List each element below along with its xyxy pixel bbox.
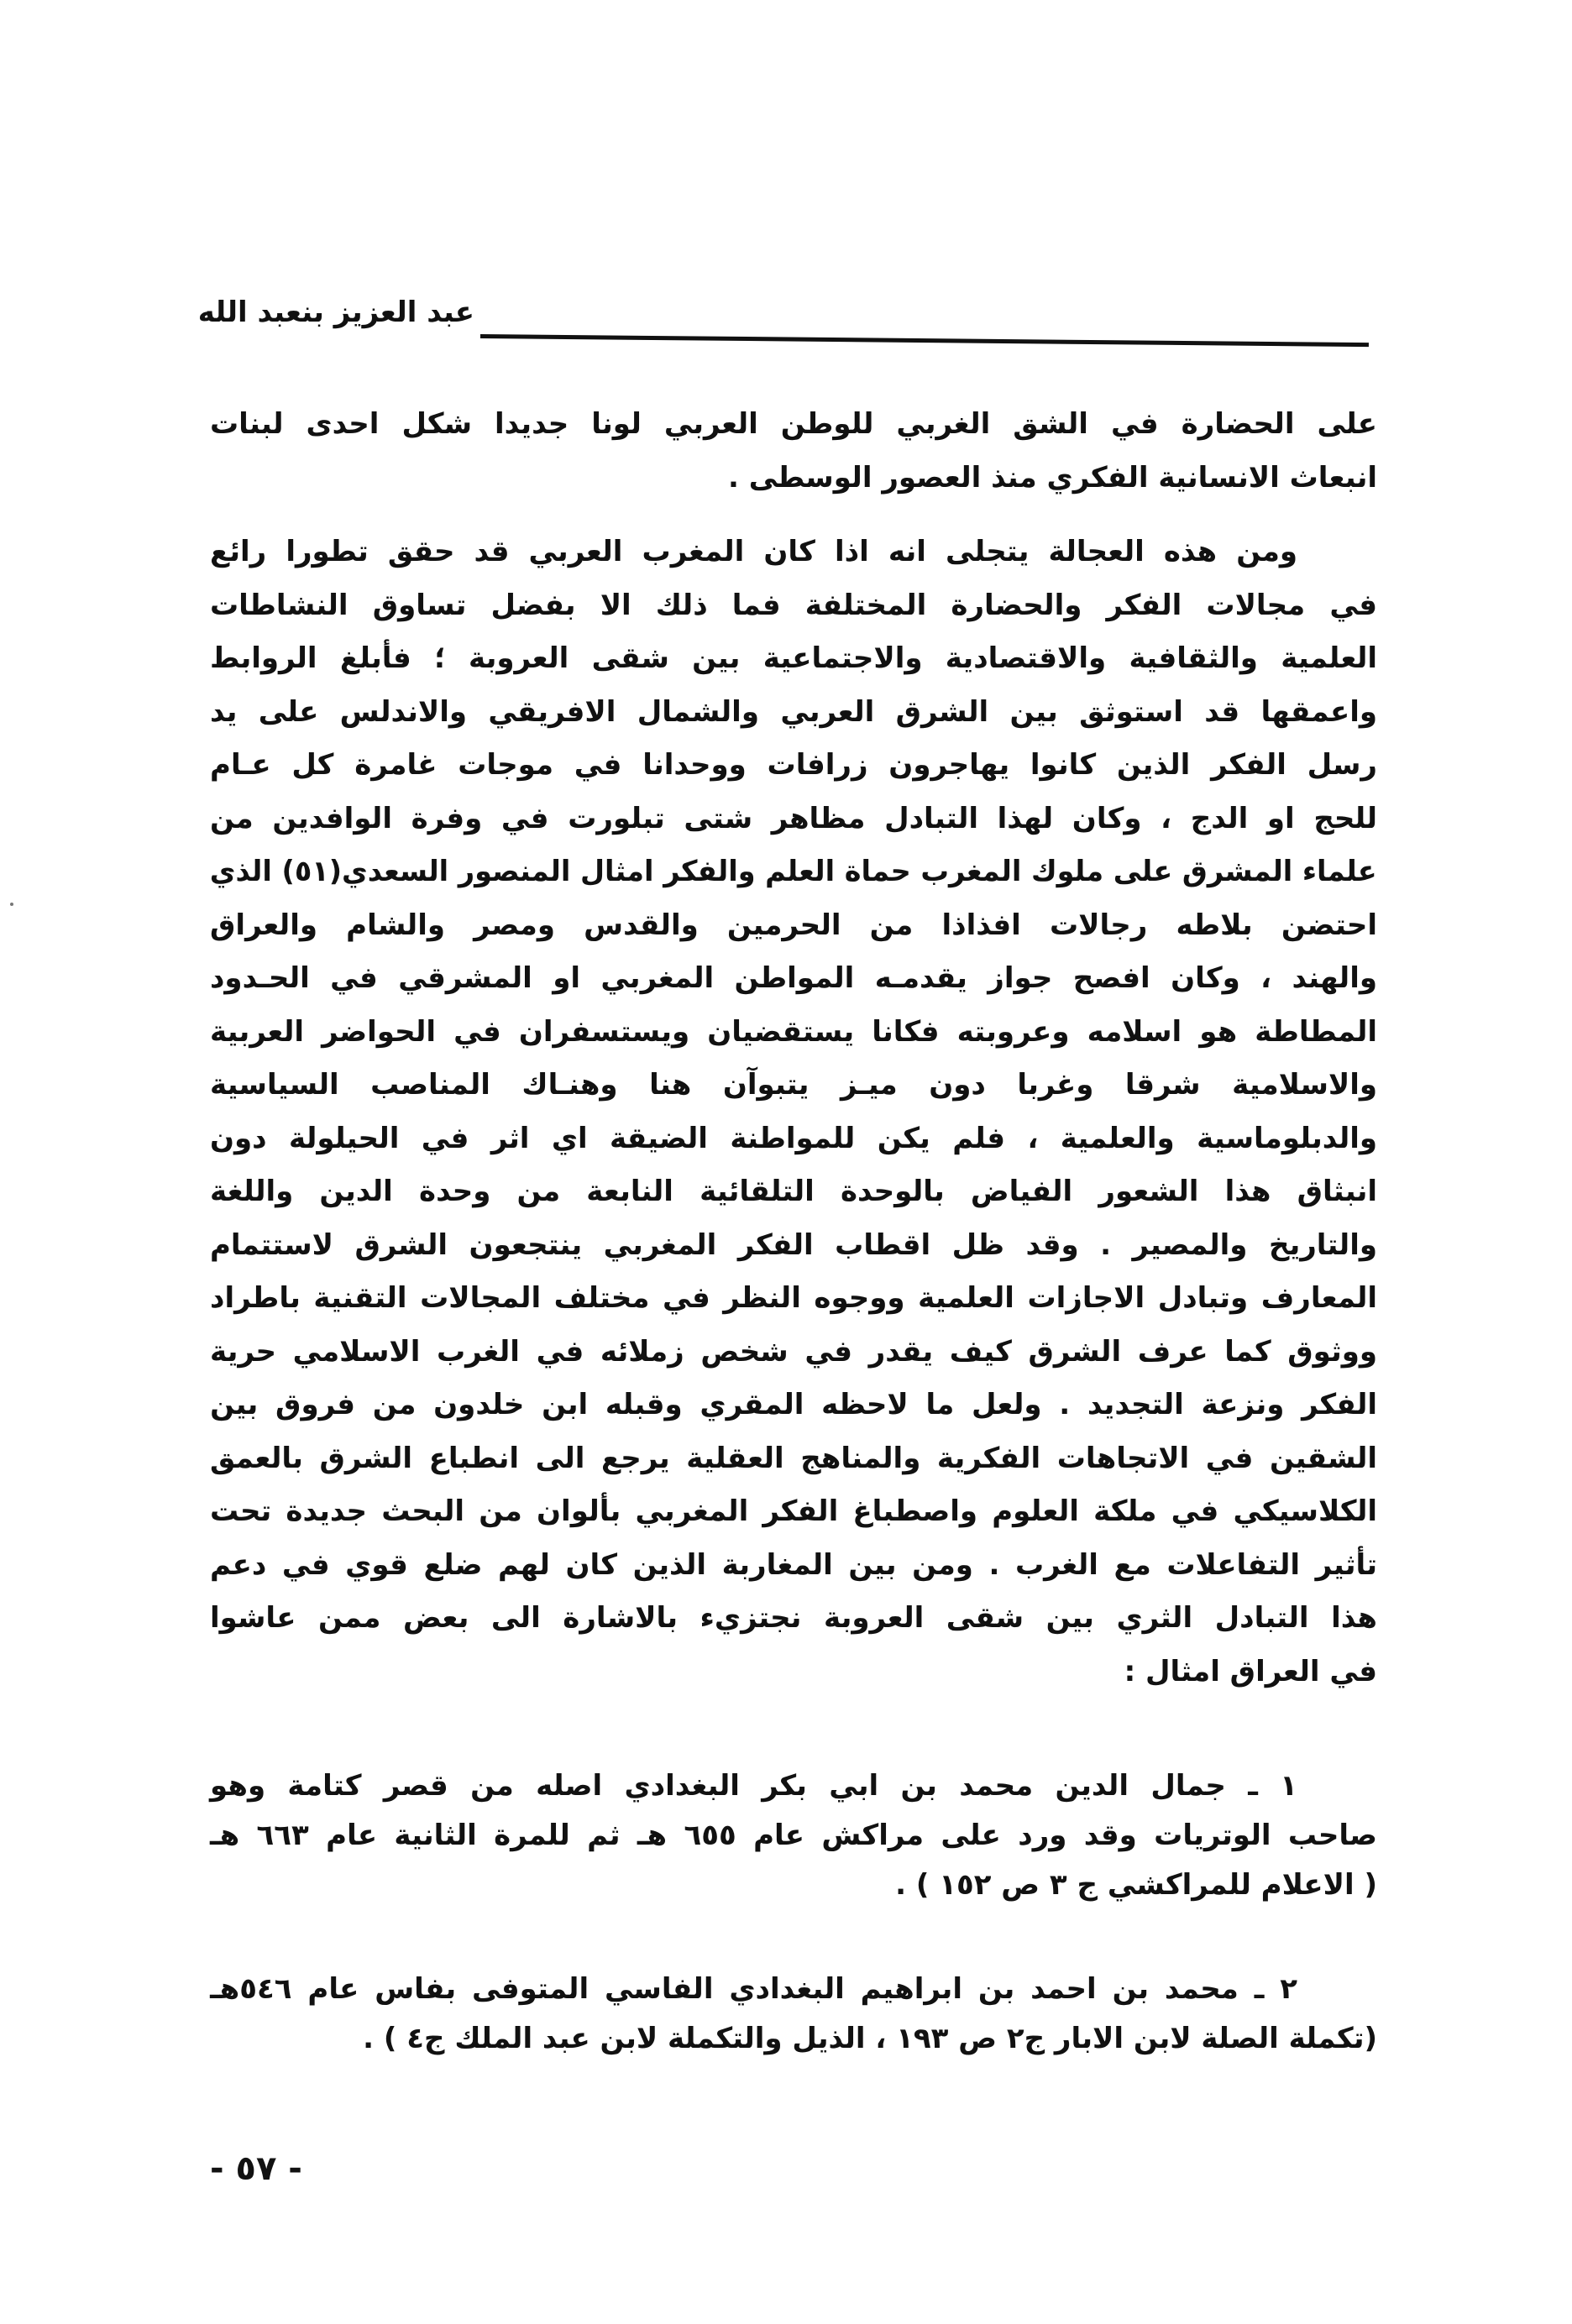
header-author: عبد العزيز بنعبد الله xyxy=(197,296,474,329)
paragraph-line-text: ووثوق كما عرف الشرق كيف يقدر في شخص زملائه في الغرب الاسلامي حرية xyxy=(210,1334,1377,1369)
scan-speck xyxy=(10,903,13,906)
paragraph-line-text: واعمقها قد استوثق بين الشرق العربي والشمال الافريقي والاندلس على يد xyxy=(210,694,1377,729)
paragraph-line-text: الشقين في الاتجاهات الفكرية والمناهج العقلية يرجع الى انطباع الشرق بالعمق xyxy=(209,1441,1377,1475)
footnote-line-text: (تكملة الصلة لابن الابار ج٢ ص ١٩٣ ، الذيل والتكملة لابن عبد الملك ج٤ ) . xyxy=(363,2022,1377,2055)
paragraph-line xyxy=(210,637,1377,679)
paragraph-line-text: المطاطة هو اسلامه وعروبته فكانا يستقضيان ويستسفران في الحواضر العربية xyxy=(210,1014,1377,1049)
paragraph-line xyxy=(210,1331,1377,1373)
paragraph-line xyxy=(210,1118,1377,1159)
paragraph-line xyxy=(210,584,1377,626)
paragraph-line xyxy=(210,1011,1377,1053)
paragraph-line-text: تأثير التفاعلات مع الغرب . ومن بين المغاربة الذين كان لهم ضلع قوي في دعم xyxy=(210,1547,1377,1582)
paragraph-line xyxy=(210,691,1377,733)
page-number: - ٥٧ - xyxy=(210,2149,302,2188)
paragraph-line xyxy=(210,1384,1377,1426)
footnote-line xyxy=(210,1864,1377,1906)
paragraph-line xyxy=(210,457,1377,499)
paragraph-line xyxy=(210,1170,1377,1212)
paragraph-line xyxy=(210,1064,1377,1106)
footnote-line-text: ١ ـ جمال الدين محمد بن ابي بكر البغدادي اصله من قصر كتامة وهو xyxy=(210,1769,1297,1803)
paragraph-line xyxy=(210,904,1377,946)
paragraph-line-text: العلمية والثقافية والاقتصادية والاجتماعية بين شقى العروبة ؛ فأبلغ الروابط xyxy=(210,641,1377,675)
footnote-line-text: ٢ ـ محمد بن احمد بن ابراهيم البغدادي الفاسي المتوفى بفاس عام ٥٤٦هـ xyxy=(210,1972,1297,2006)
paragraph-line xyxy=(210,1277,1377,1319)
footnote-line xyxy=(210,1968,1377,2010)
paragraph-line-text: للحج او الدج ، وكان لهذا التبادل مظاهر شتى تبلورت في وفرة الوافدين من xyxy=(210,801,1377,835)
paragraph-line-text: احتضن بلاطه رجالات افذاذا من الحرمين والقدس ومصر والشام والعراق xyxy=(210,908,1377,942)
paragraph-line xyxy=(210,798,1377,840)
paragraph-line-text: ومن هذه العجالة يتجلى انه اذا كان المغرب العربي قد حقق تطورا رائع xyxy=(210,535,1297,568)
paragraph-line-text: في مجالات الفكر والحضارة المختلفة فما ذلك الا بفضل تساوق النشاطات xyxy=(209,588,1377,622)
paragraph-line-text: هذا التبادل الثري بين شقى العروبة نجتزيء بالاشارة الى بعض ممن عاشوا xyxy=(210,1601,1377,1635)
paragraph-line xyxy=(210,1651,1377,1693)
paragraph-line-text: انبعاث الانسانية الفكري منذ العصور الوسطى . xyxy=(728,460,1377,495)
header-rule xyxy=(480,334,1369,347)
paragraph-line xyxy=(210,744,1377,786)
paragraph-line xyxy=(210,1544,1377,1586)
paragraph-line xyxy=(210,1437,1377,1479)
footnote-line xyxy=(210,1765,1377,1807)
paragraph-line xyxy=(210,1597,1377,1639)
paragraph-line-text: الفكر ونزعة التجديد . ولعل ما لاحظه المقري وقبله ابن خلدون من فروق بين xyxy=(210,1388,1377,1421)
footnote-line-text: صاحب الوتريات وقد ورد على مراكش عام ٦٥٥ هـ ثم للمرة الثانية عام ٦٦٣ هـ xyxy=(209,1819,1377,1852)
paragraph-line-text: رسل الفكر الذين كانوا يهاجرون زرافات ووحدانا في موجات غامرة كل عـام xyxy=(210,748,1377,782)
paragraph-line-text: انبثاق هذا الشعور الفياض بالوحدة التلقائية النابعة من وحدة الدين واللغة xyxy=(210,1175,1377,1208)
paragraph-line-text: الكلاسيكي في ملكة العلوم واصطباغ الفكر المغربي بألوان من البحث جديدة تحت xyxy=(209,1494,1377,1528)
paragraph-line xyxy=(210,1224,1377,1266)
footnote-line xyxy=(210,1814,1377,1856)
footnote-line-text: ( الاعلام للمراكشي ج ٣ ص ١٥٢ ) . xyxy=(895,1868,1377,1902)
paragraph-line-text: والتاريخ والمصير . وقد ظل اقطاب الفكر المغربي ينتجعون الشرق لاستتمام xyxy=(209,1227,1377,1262)
paragraph-line-text: والهند ، وكان افصح جواز يقدمـه المواطن المغربي او المشرقي في الحـدود xyxy=(209,961,1377,995)
paragraph-line-text: المعارف وتبادل الاجازات العلمية ووجوه النظر في مختلف المجالات التقنية باطراد xyxy=(210,1281,1377,1315)
paragraph-line xyxy=(210,531,1377,573)
paragraph-line xyxy=(210,851,1377,892)
paragraph-line-text: والاسلامية شرقا وغربا دون ميـز يتبوآن هنا وهنـاك المناصب السياسية xyxy=(210,1068,1377,1102)
paragraph-line-text: علماء المشرق على ملوك المغرب حماة العلم والفكر امثال المنصور السعدي(٥١) الذي xyxy=(210,855,1377,888)
paragraph-line xyxy=(210,1490,1377,1532)
paragraph-line xyxy=(210,957,1377,999)
paragraph-line-text: في العراق امثال : xyxy=(1124,1654,1377,1688)
footnote-line xyxy=(210,2018,1377,2060)
paragraph-line-text: والدبلوماسية والعلمية ، فلم يكن للمواطنة الضيقة اي اثر في الحيلولة دون xyxy=(209,1121,1377,1155)
paragraph-line-text: على الحضارة في الشق الغربي للوطن العربي لونا جديدا شكل احدى لبنات xyxy=(210,407,1377,441)
paragraph-line xyxy=(210,403,1377,445)
